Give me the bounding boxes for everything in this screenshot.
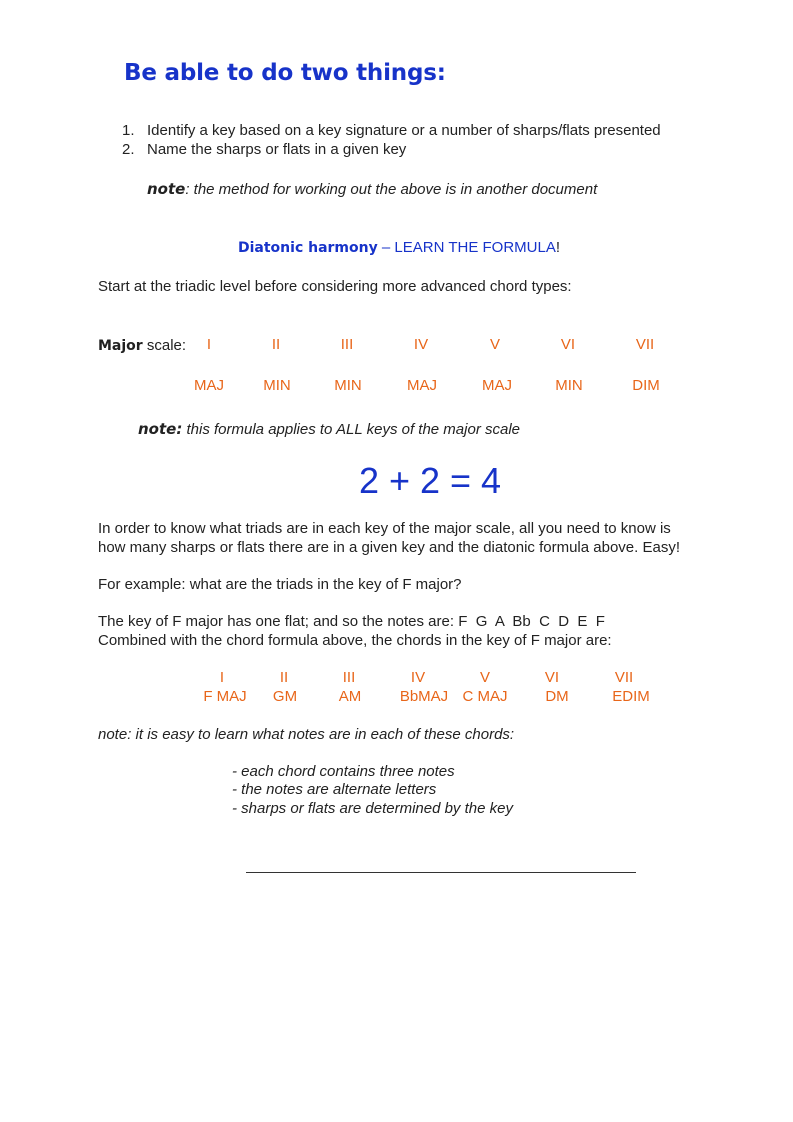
bullet-item: - sharps or flats are determined by the key (232, 800, 513, 817)
chord-numeral: II (279, 669, 289, 686)
major-quality: MAJ (194, 377, 224, 394)
major-numeral: II (271, 336, 281, 353)
note-chords: note: it is easy to learn what notes are in each of these chords: (98, 726, 515, 743)
major-quality: MIN (334, 377, 362, 394)
diatonic-excl: ! (555, 239, 561, 256)
major-quality: MIN (555, 377, 583, 394)
example-question: For example: what are the triads in the key of F major? (98, 576, 462, 593)
paragraph-line: In order to know what triads are in each key of the major scale, all you need to know is (98, 520, 671, 537)
list-item: Identify a key based on a key signature or a number of sharps/flats presented (147, 122, 661, 139)
bullet-item: - the notes are alternate letters (232, 781, 437, 798)
major-quality: MAJ (482, 377, 512, 394)
note-text: this formula applies to ALL keys of the major scale (182, 421, 520, 438)
note-method (147, 180, 597, 198)
chord-name: F MAJ (203, 688, 247, 705)
chord-name: BbMAJ (399, 688, 449, 705)
paragraph-line: The key of F major has one flat; and so the notes are: F G A Bb C D E F (98, 613, 605, 630)
note-formula (138, 420, 520, 438)
list-number: 1. (122, 122, 135, 139)
major-numeral: I (206, 336, 212, 353)
major-scale-label (98, 337, 186, 354)
chord-name: EDIM (612, 688, 650, 705)
bullet-item: - each chord contains three notes (232, 763, 455, 780)
major-numeral: IV (413, 336, 429, 353)
chord-name: C MAJ (462, 688, 508, 705)
major-quality: MIN (263, 377, 291, 394)
major-numeral: III (340, 336, 354, 353)
diatonic-bold: Diatonic harmony (238, 240, 378, 256)
note-text: : the method for working out the above is in another document (185, 181, 598, 198)
note-label: note: (138, 420, 183, 438)
chord-name: DM (545, 688, 569, 705)
diatonic-rest: – LEARN THE FORMULA (377, 239, 556, 256)
major-numeral: VI (560, 336, 576, 353)
major-numeral: VII (635, 336, 655, 353)
chord-numeral: VI (544, 669, 560, 686)
chord-numeral: I (219, 669, 225, 686)
equation: 2 + 2 = 4 (358, 460, 502, 501)
page-title: Be able to do two things: (124, 60, 446, 86)
major-numeral: V (489, 336, 501, 353)
chord-numeral: IV (410, 669, 426, 686)
diatonic-heading (238, 239, 560, 256)
chord-name: GM (272, 688, 298, 705)
chord-numeral: V (479, 669, 491, 686)
list-item: Name the sharps or flats in a given key (147, 141, 407, 158)
intro-text: Start at the triadic level before considering more advanced chord types: (98, 278, 572, 295)
chord-name: AM (338, 688, 362, 705)
list-number: 2. (122, 141, 135, 158)
major-quality: DIM (632, 377, 660, 394)
major-suffix: scale: (142, 337, 187, 354)
chord-numeral: VII (614, 669, 634, 686)
paragraph-line: Combined with the chord formula above, the chords in the key of F major are: (98, 632, 612, 649)
chord-numeral: III (342, 669, 356, 686)
horizontal-rule (246, 872, 636, 873)
note-label: note (147, 180, 186, 198)
major-quality: MAJ (407, 377, 437, 394)
major-label: Major (98, 338, 143, 354)
paragraph-line: how many sharps or flats there are in a given key and the diatonic formula above. Easy! (98, 539, 680, 556)
